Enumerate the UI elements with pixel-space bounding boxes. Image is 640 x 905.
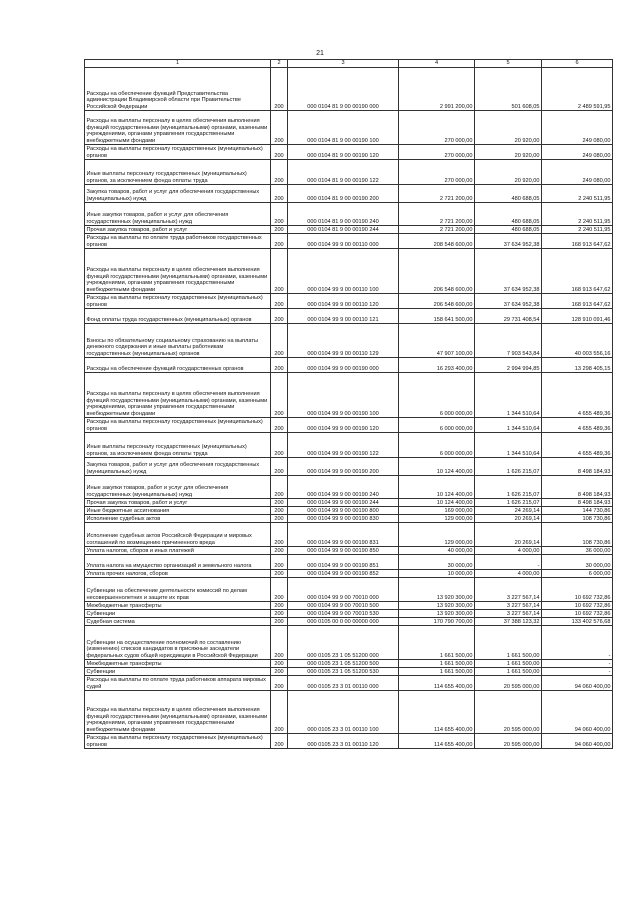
executed-amount: 480 688,05 — [475, 185, 542, 203]
table-row — [85, 555, 613, 570]
expense-description: Расходы на выплаты персоналу государственных (муниципальных) органов — [85, 145, 271, 160]
executed-amount: 29 731 408,54 — [475, 309, 542, 324]
budget-classification-code: 000 0104 81 9 00 00190 100 — [288, 111, 399, 145]
line-code: 200 — [271, 734, 288, 749]
table-row — [85, 660, 613, 668]
budget-classification-code: 000 0105 23 1 05 51200 000 — [288, 626, 399, 660]
budget-classification-code: 000 0104 99 9 00 00190 800 — [288, 507, 399, 515]
unexecuted-amount: 144 730,86 — [542, 507, 613, 515]
column-header-5: 5 — [475, 60, 542, 68]
executed-amount: 1 661 500,00 — [475, 668, 542, 676]
expense-description: Расходы на обеспечение функций государственных органов — [85, 358, 271, 373]
executed-amount: 20 269,14 — [475, 515, 542, 523]
table-row — [85, 324, 613, 358]
line-code: 200 — [271, 602, 288, 610]
executed-amount: 4 000,00 — [475, 547, 542, 555]
approved-amount: 206 548 600,00 — [399, 249, 475, 294]
table-row — [85, 294, 613, 309]
table-row — [85, 499, 613, 507]
expense-description: Исполнение судебных актов Российской Федерации и мировых соглашений по возмещению причиненного вреда — [85, 523, 271, 547]
expense-description: Субвенции — [85, 668, 271, 676]
executed-amount: 1 344 510,64 — [475, 418, 542, 433]
line-code: 200 — [271, 476, 288, 499]
expense-description: Расходы на выплаты по оплате труда работников государственных органов — [85, 234, 271, 249]
approved-amount: 2 991 200,00 — [399, 68, 475, 111]
expense-description: Иные закупки товаров, работ и услуг для обеспечения государственных (муниципальных) нужд — [85, 476, 271, 499]
line-code: 200 — [271, 249, 288, 294]
expense-description: Расходы на выплаты персоналу государственных (муниципальных) органов — [85, 294, 271, 309]
budget-classification-code: 000 0104 81 9 00 00190 120 — [288, 145, 399, 160]
executed-amount: 20 920,00 — [475, 145, 542, 160]
table-row — [85, 602, 613, 610]
approved-amount: 47 907 100,00 — [399, 324, 475, 358]
unexecuted-amount: 249 080,00 — [542, 111, 613, 145]
line-code: 200 — [271, 578, 288, 602]
executed-amount: 20 595 000,00 — [475, 734, 542, 749]
budget-classification-code: 000 0104 81 9 00 00190 122 — [288, 160, 399, 185]
unexecuted-amount: 6 000,00 — [542, 570, 613, 578]
approved-amount: 270 000,00 — [399, 160, 475, 185]
executed-amount: 1 626 215,07 — [475, 476, 542, 499]
table-row — [85, 578, 613, 602]
table-row — [85, 626, 613, 660]
unexecuted-amount: 30 000,00 — [542, 555, 613, 570]
executed-amount: 1 661 500,00 — [475, 660, 542, 668]
executed-amount: 3 227 567,14 — [475, 610, 542, 618]
budget-classification-code: 000 0105 23 3 01 00110 000 — [288, 676, 399, 691]
line-code: 200 — [271, 309, 288, 324]
executed-amount: 37 388 123,32 — [475, 618, 542, 626]
line-code: 200 — [271, 555, 288, 570]
executed-amount: 20 595 000,00 — [475, 691, 542, 734]
executed-amount: 20 920,00 — [475, 160, 542, 185]
line-code: 200 — [271, 660, 288, 668]
line-code: 200 — [271, 185, 288, 203]
budget-classification-code: 000 0104 99 9 00 00110 100 — [288, 249, 399, 294]
budget-classification-code: 000 0104 99 9 00 70010 530 — [288, 610, 399, 618]
budget-classification-code: 000 0104 99 9 00 00190 100 — [288, 373, 399, 418]
budget-execution-table — [84, 59, 613, 749]
line-code: 200 — [271, 418, 288, 433]
table-row — [85, 618, 613, 626]
unexecuted-amount: - — [542, 668, 613, 676]
table-row — [85, 476, 613, 499]
line-code: 200 — [271, 433, 288, 458]
line-code: 200 — [271, 676, 288, 691]
approved-amount: 13 920 300,00 — [399, 602, 475, 610]
approved-amount: 114 655 400,00 — [399, 676, 475, 691]
line-code: 200 — [271, 458, 288, 476]
budget-classification-code: 000 0104 99 9 00 00190 852 — [288, 570, 399, 578]
approved-amount: 10 000,00 — [399, 570, 475, 578]
unexecuted-amount: 94 060 400,00 — [542, 676, 613, 691]
approved-amount: 10 124 400,00 — [399, 499, 475, 507]
table-row — [85, 433, 613, 458]
approved-amount: 169 000,00 — [399, 507, 475, 515]
table-row — [85, 610, 613, 618]
approved-amount: 13 920 300,00 — [399, 610, 475, 618]
approved-amount: 129 000,00 — [399, 515, 475, 523]
unexecuted-amount: 168 913 647,62 — [542, 249, 613, 294]
expense-description: Межбюджетные трансферты — [85, 602, 271, 610]
table-row — [85, 234, 613, 249]
approved-amount: 40 000,00 — [399, 547, 475, 555]
line-code: 200 — [271, 570, 288, 578]
approved-amount: 1 661 500,00 — [399, 626, 475, 660]
expense-description: Иные бюджетные ассигнования — [85, 507, 271, 515]
budget-classification-code: 000 0105 23 1 05 51200 530 — [288, 668, 399, 676]
budget-classification-code: 000 0105 23 3 01 00110 100 — [288, 691, 399, 734]
unexecuted-amount: 128 910 091,46 — [542, 309, 613, 324]
executed-amount: 4 000,00 — [475, 570, 542, 578]
executed-amount: 501 608,05 — [475, 68, 542, 111]
expense-description: Прочая закупка товаров, работ и услуг — [85, 499, 271, 507]
unexecuted-amount: 108 730,86 — [542, 523, 613, 547]
table-row — [85, 418, 613, 433]
budget-classification-code: 000 0104 99 9 00 00190 000 — [288, 358, 399, 373]
executed-amount: 1 626 215,07 — [475, 458, 542, 476]
unexecuted-amount: 2 240 511,95 — [542, 185, 613, 203]
table-row — [85, 676, 613, 691]
budget-classification-code: 000 0104 81 9 00 00190 244 — [288, 226, 399, 234]
approved-amount: 2 721 200,00 — [399, 226, 475, 234]
approved-amount: 206 548 600,00 — [399, 294, 475, 309]
line-code: 200 — [271, 618, 288, 626]
executed-amount: 1 344 510,64 — [475, 373, 542, 418]
executed-amount: 7 903 543,84 — [475, 324, 542, 358]
unexecuted-amount: 94 060 400,00 — [542, 734, 613, 749]
expense-description: Субвенции на обеспечение деятельности комиссий по делам несовершеннолетних и защите их прав — [85, 578, 271, 602]
table-row — [85, 458, 613, 476]
unexecuted-amount: 249 080,00 — [542, 145, 613, 160]
approved-amount: 6 000 000,00 — [399, 433, 475, 458]
executed-amount: 3 227 567,14 — [475, 578, 542, 602]
approved-amount: 1 661 500,00 — [399, 668, 475, 676]
approved-amount: 30 000,00 — [399, 555, 475, 570]
expense-description: Иные выплаты персоналу государственных (муниципальных) органов, за исключением фонда оплаты труда — [85, 160, 271, 185]
expense-description: Фонд оплаты труда государственных (муниципальных) органов — [85, 309, 271, 324]
unexecuted-amount: - — [542, 626, 613, 660]
unexecuted-amount: 4 655 489,36 — [542, 418, 613, 433]
approved-amount: 270 000,00 — [399, 111, 475, 145]
budget-classification-code: 000 0104 99 9 00 00190 122 — [288, 433, 399, 458]
expense-description: Расходы на выплаты персоналу в целях обеспечения выполнения функций государственными (муниципальными) органами, казенными учреждениями, органами управления государственными внебюджетными фондами — [85, 249, 271, 294]
expense-description: Расходы на выплаты персоналу в целях обеспечения выполнения функций государственными (муниципальными) органами, казенными учреждениями, органами управления государственными внебюджетными фондами — [85, 373, 271, 418]
executed-amount: 3 227 567,14 — [475, 602, 542, 610]
expense-description: Уплата налога на имущество организаций и земельного налога — [85, 555, 271, 570]
budget-classification-code: 000 0104 99 9 00 00110 121 — [288, 309, 399, 324]
table-row — [85, 515, 613, 523]
line-code: 200 — [271, 691, 288, 734]
budget-classification-code: 000 0104 81 9 00 00190 000 — [288, 68, 399, 111]
line-code: 200 — [271, 203, 288, 226]
expense-description: Иные выплаты персоналу государственных (муниципальных) органов, за исключением фонда оплаты труда — [85, 433, 271, 458]
expense-description: Уплата прочих налогов, сборов — [85, 570, 271, 578]
executed-amount: - — [475, 555, 542, 570]
unexecuted-amount: - — [542, 660, 613, 668]
approved-amount: 6 000 000,00 — [399, 373, 475, 418]
expense-description: Расходы на выплаты персоналу государственных (муниципальных) органов — [85, 734, 271, 749]
executed-amount: 37 634 952,38 — [475, 249, 542, 294]
line-code: 200 — [271, 294, 288, 309]
expense-description: Закупка товаров, работ и услуг для обеспечения государственных (муниципальных) нужд — [85, 458, 271, 476]
executed-amount: 480 688,05 — [475, 226, 542, 234]
approved-amount: 6 000 000,00 — [399, 418, 475, 433]
budget-classification-code: 000 0104 99 9 00 00190 851 — [288, 555, 399, 570]
expense-description: Расходы на выплаты персоналу государственных (муниципальных) органов — [85, 418, 271, 433]
unexecuted-amount: 8 498 184,93 — [542, 458, 613, 476]
unexecuted-amount: 168 913 647,62 — [542, 234, 613, 249]
line-code: 200 — [271, 324, 288, 358]
expense-description: Уплата налогов, сборов и иных платежей — [85, 547, 271, 555]
expense-description: Расходы на обеспечение функций Представительства администрации Владимирской области при Правительстве Российской Федерации — [85, 68, 271, 111]
budget-classification-code: 000 0104 81 9 00 00190 240 — [288, 203, 399, 226]
table-row — [85, 249, 613, 294]
expense-description: Прочая закупка товаров, работ и услуг — [85, 226, 271, 234]
unexecuted-amount: 36 000,00 — [542, 547, 613, 555]
line-code: 200 — [271, 358, 288, 373]
executed-amount: 20 595 000,00 — [475, 676, 542, 691]
unexecuted-amount: 94 060 400,00 — [542, 691, 613, 734]
budget-classification-code: 000 0104 99 9 00 00190 830 — [288, 515, 399, 523]
approved-amount: 170 790 700,00 — [399, 618, 475, 626]
table-row — [85, 358, 613, 373]
table-row — [85, 373, 613, 418]
executed-amount: 24 269,14 — [475, 507, 542, 515]
table-row — [85, 507, 613, 515]
unexecuted-amount: 4 655 489,36 — [542, 373, 613, 418]
table-row — [85, 523, 613, 547]
approved-amount: 114 655 400,00 — [399, 734, 475, 749]
column-header-3: 3 — [288, 60, 399, 68]
table-row — [85, 145, 613, 160]
table-row — [85, 547, 613, 555]
unexecuted-amount: 133 402 576,68 — [542, 618, 613, 626]
line-code: 200 — [271, 499, 288, 507]
line-code: 200 — [271, 610, 288, 618]
unexecuted-amount: 168 913 647,62 — [542, 294, 613, 309]
approved-amount: 13 920 300,00 — [399, 578, 475, 602]
table-row — [85, 203, 613, 226]
expense-description: Расходы на выплаты персоналу в целях обеспечения выполнения функций государственными (муниципальными) органами, казенными учреждениями, органами управления государственными внебюджетными фондами — [85, 691, 271, 734]
table-row — [85, 226, 613, 234]
line-code: 200 — [271, 626, 288, 660]
unexecuted-amount: 249 080,00 — [542, 160, 613, 185]
column-header-1: 1 — [85, 60, 271, 68]
approved-amount: 158 641 500,00 — [399, 309, 475, 324]
table-row — [85, 160, 613, 185]
table-row — [85, 668, 613, 676]
line-code: 200 — [271, 515, 288, 523]
line-code: 200 — [271, 547, 288, 555]
budget-classification-code: 000 0104 99 9 00 00190 831 — [288, 523, 399, 547]
budget-classification-code: 000 0104 99 9 00 00110 129 — [288, 324, 399, 358]
line-code: 200 — [271, 111, 288, 145]
executed-amount: 2 994 994,85 — [475, 358, 542, 373]
line-code: 200 — [271, 507, 288, 515]
table-row — [85, 734, 613, 749]
unexecuted-amount: 13 298 405,15 — [542, 358, 613, 373]
unexecuted-amount: 2 489 591,95 — [542, 68, 613, 111]
line-code: 200 — [271, 234, 288, 249]
expense-description: Субвенции на осуществление полномочий по составлению (изменению) списков кандидатов в присяжные заседатели федеральных судов общей юрисдикции в Российской Федерации — [85, 626, 271, 660]
table-row — [85, 111, 613, 145]
budget-classification-code: 000 0104 99 9 00 70010 000 — [288, 578, 399, 602]
unexecuted-amount: 2 240 511,95 — [542, 226, 613, 234]
budget-classification-code: 000 0105 23 3 01 00110 120 — [288, 734, 399, 749]
line-code: 200 — [271, 523, 288, 547]
line-code: 200 — [271, 226, 288, 234]
budget-classification-code: 000 0104 99 9 00 00190 200 — [288, 458, 399, 476]
approved-amount: 114 655 400,00 — [399, 691, 475, 734]
approved-amount: 16 293 400,00 — [399, 358, 475, 373]
unexecuted-amount: 10 692 732,86 — [542, 610, 613, 618]
executed-amount: 1 661 500,00 — [475, 626, 542, 660]
unexecuted-amount: 8 498 184,93 — [542, 476, 613, 499]
unexecuted-amount: 108 730,86 — [542, 515, 613, 523]
table-row — [85, 691, 613, 734]
table-row — [85, 309, 613, 324]
expense-description: Субвенции — [85, 610, 271, 618]
executed-amount: 480 688,05 — [475, 203, 542, 226]
executed-amount: 1 344 510,64 — [475, 433, 542, 458]
approved-amount: 1 661 500,00 — [399, 660, 475, 668]
approved-amount: 129 000,00 — [399, 523, 475, 547]
line-code: 200 — [271, 668, 288, 676]
approved-amount: 10 124 400,00 — [399, 476, 475, 499]
table-row — [85, 570, 613, 578]
unexecuted-amount: 8 498 184,93 — [542, 499, 613, 507]
column-header-6: 6 — [542, 60, 613, 68]
expense-description: Иные закупки товаров, работ и услуг для обеспечения государственных (муниципальных) нужд — [85, 203, 271, 226]
expense-description: Межбюджетные трансферты — [85, 660, 271, 668]
budget-classification-code: 000 0104 99 9 00 70010 500 — [288, 602, 399, 610]
column-number-header-row — [85, 60, 613, 68]
line-code: 200 — [271, 145, 288, 160]
line-code: 200 — [271, 160, 288, 185]
line-code: 200 — [271, 373, 288, 418]
budget-classification-code: 000 0104 99 9 00 00190 850 — [288, 547, 399, 555]
expense-description: Взносы по обязательному социальному страхованию на выплаты денежного содержания и иные выплаты работникам государственных (муниципальных) органов — [85, 324, 271, 358]
executed-amount: 1 626 215,07 — [475, 499, 542, 507]
budget-classification-code: 000 0104 99 9 00 00190 120 — [288, 418, 399, 433]
column-header-4: 4 — [399, 60, 475, 68]
executed-amount: 37 634 952,38 — [475, 294, 542, 309]
expense-description: Расходы на выплаты по оплате труда работников аппарата мировых судей — [85, 676, 271, 691]
budget-classification-code: 000 0105 00 0 00 00000 000 — [288, 618, 399, 626]
budget-classification-code: 000 0104 99 9 00 00190 240 — [288, 476, 399, 499]
budget-classification-code: 000 0105 23 1 05 51200 500 — [288, 660, 399, 668]
executed-amount: 20 920,00 — [475, 111, 542, 145]
expense-description: Расходы на выплаты персоналу в целях обеспечения выполнения функций государственными (муниципальными) органами, казенными учреждениями, органами управления государственными внебюджетными фондами — [85, 111, 271, 145]
executed-amount: 37 634 952,38 — [475, 234, 542, 249]
budget-classification-code: 000 0104 81 9 00 00190 200 — [288, 185, 399, 203]
table-row — [85, 68, 613, 111]
budget-classification-code: 000 0104 99 9 00 00110 000 — [288, 234, 399, 249]
approved-amount: 270 000,00 — [399, 145, 475, 160]
page-number: 21 — [316, 50, 324, 57]
approved-amount: 2 721 200,00 — [399, 185, 475, 203]
executed-amount: 20 269,14 — [475, 523, 542, 547]
budget-classification-code: 000 0104 99 9 00 00190 244 — [288, 499, 399, 507]
unexecuted-amount: 4 655 489,36 — [542, 433, 613, 458]
table-row — [85, 185, 613, 203]
budget-classification-code: 000 0104 99 9 00 00110 120 — [288, 294, 399, 309]
column-header-2: 2 — [271, 60, 288, 68]
unexecuted-amount: 10 692 732,86 — [542, 602, 613, 610]
approved-amount: 208 548 600,00 — [399, 234, 475, 249]
line-code: 200 — [271, 68, 288, 111]
approved-amount: 2 721 200,00 — [399, 203, 475, 226]
approved-amount: 10 124 400,00 — [399, 458, 475, 476]
unexecuted-amount: 10 692 732,86 — [542, 578, 613, 602]
unexecuted-amount: 40 003 556,16 — [542, 324, 613, 358]
expense-description: Закупка товаров, работ и услуг для обеспечения государственных (муниципальных) нужд — [85, 185, 271, 203]
expense-description: Судебная система — [85, 618, 271, 626]
expense-description: Исполнение судебных актов — [85, 515, 271, 523]
unexecuted-amount: 2 240 511,95 — [542, 203, 613, 226]
